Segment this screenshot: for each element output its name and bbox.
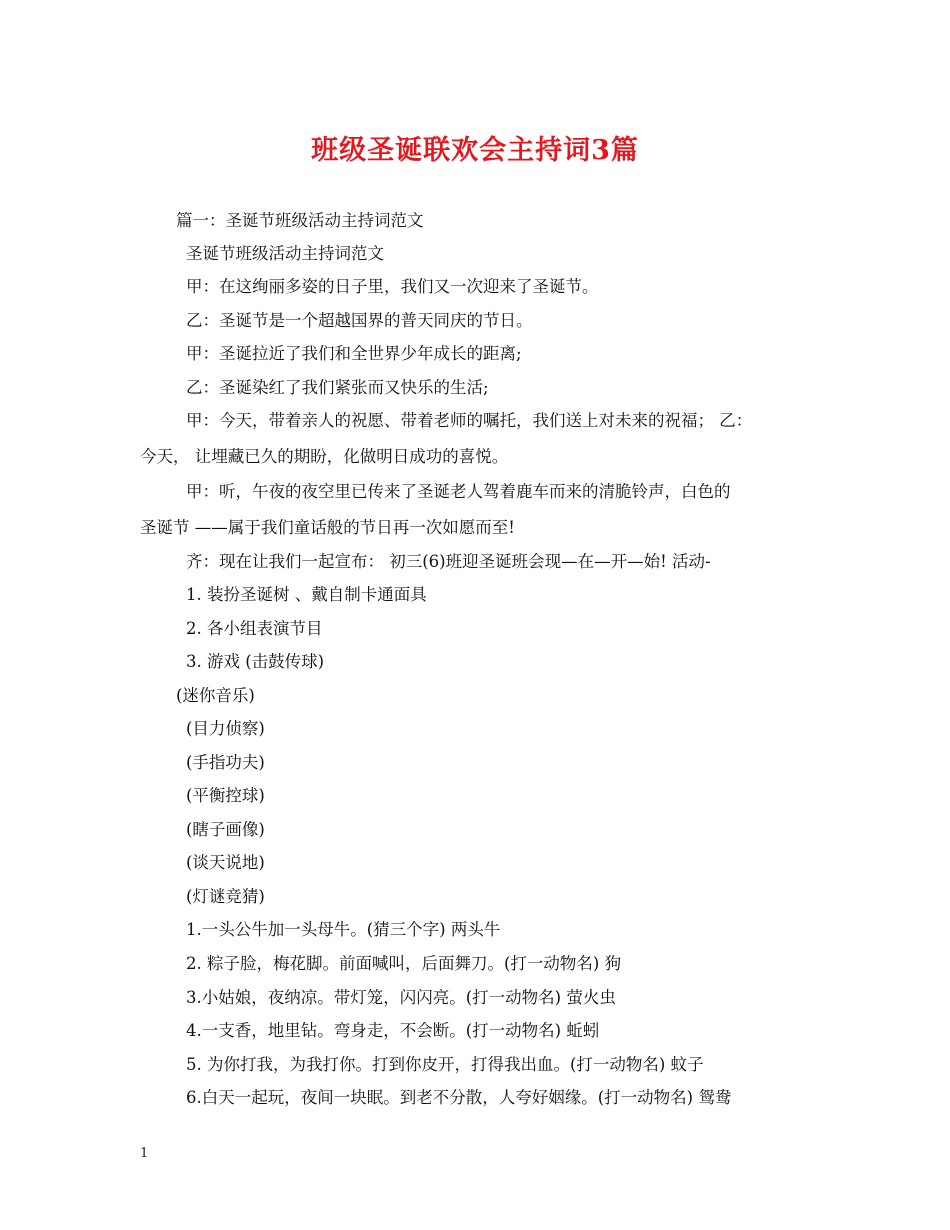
text-line: 甲：圣诞拉近了我们和全世界少年成长的距离; xyxy=(186,344,522,363)
list-item: (手指功夫) xyxy=(186,753,265,772)
text-line: 圣诞节 ——属于我们童话般的节日再一次如愿而至! xyxy=(140,518,515,537)
riddle-item: 4.一支香，地里钻。弯身走，不会断。(打一动物名) 蚯蚓 xyxy=(186,1021,600,1040)
text-line: 圣诞节班级活动主持词范文 xyxy=(186,244,384,263)
list-item: (谈天说地) xyxy=(186,853,265,872)
text-line: 齐：现在让我们一起宣布： 初三(6)班迎圣诞班会现—在—开—始! 活动- xyxy=(186,552,711,571)
riddle-item: 3.小姑娘，夜纳凉。带灯笼，闪闪亮。(打一动物名) 萤火虫 xyxy=(186,988,616,1007)
riddle-item: 1.一头公牛加一头母牛。(猜三个字) 两头牛 xyxy=(186,920,501,939)
riddle-item: 2. 粽子脸，梅花脚。前面喊叫，后面舞刀。(打一动物名) 狗 xyxy=(186,954,622,973)
riddle-item: 6.白天一起玩，夜间一块眠。到老不分散，人夸好姻缘。(打一动物名) 鸳鸯 xyxy=(186,1088,732,1107)
text-line: 乙：圣诞染红了我们紧张而又快乐的生活; xyxy=(186,378,489,397)
text-line: 乙：圣诞节是一个超越国界的普天同庆的节日。 xyxy=(186,311,533,330)
list-item: 3. 游戏 (击鼓传球) xyxy=(186,652,325,671)
list-item: (目力侦察) xyxy=(186,719,265,738)
section-heading: 篇一：圣诞节班级活动主持词范文 xyxy=(176,211,424,230)
list-item: 2. 各小组表演节目 xyxy=(186,619,323,638)
list-item: (迷你音乐) xyxy=(176,686,255,705)
list-item: 1. 装扮圣诞树 、戴自制卡通面具 xyxy=(186,585,427,604)
text-line: 甲：听，午夜的夜空里已传来了圣诞老人驾着鹿车而来的清脆铃声，白色的 xyxy=(186,482,731,501)
riddle-item: 5. 为你打我，为我打你。打到你皮开，打得我出血。(打一动物名) 蚊子 xyxy=(186,1055,704,1074)
list-item: (灯谜竞猜) xyxy=(186,887,265,906)
text-line: 甲：在这绚丽多姿的日子里，我们又一次迎来了圣诞节。 xyxy=(186,277,599,296)
text-line: 甲：今天，带着亲人的祝愿、带着老师的嘱托，我们送上对未来的祝福； 乙： xyxy=(186,411,753,430)
list-item: (平衡控球) xyxy=(186,786,265,805)
document-title: 班级圣诞联欢会主持词3篇 xyxy=(311,135,639,166)
page-number: 1 xyxy=(140,1146,149,1161)
text-line: 今天， 让埋藏已久的期盼，化做明日成功的喜悦。 xyxy=(140,447,509,466)
list-item: (瞎子画像) xyxy=(186,820,265,839)
